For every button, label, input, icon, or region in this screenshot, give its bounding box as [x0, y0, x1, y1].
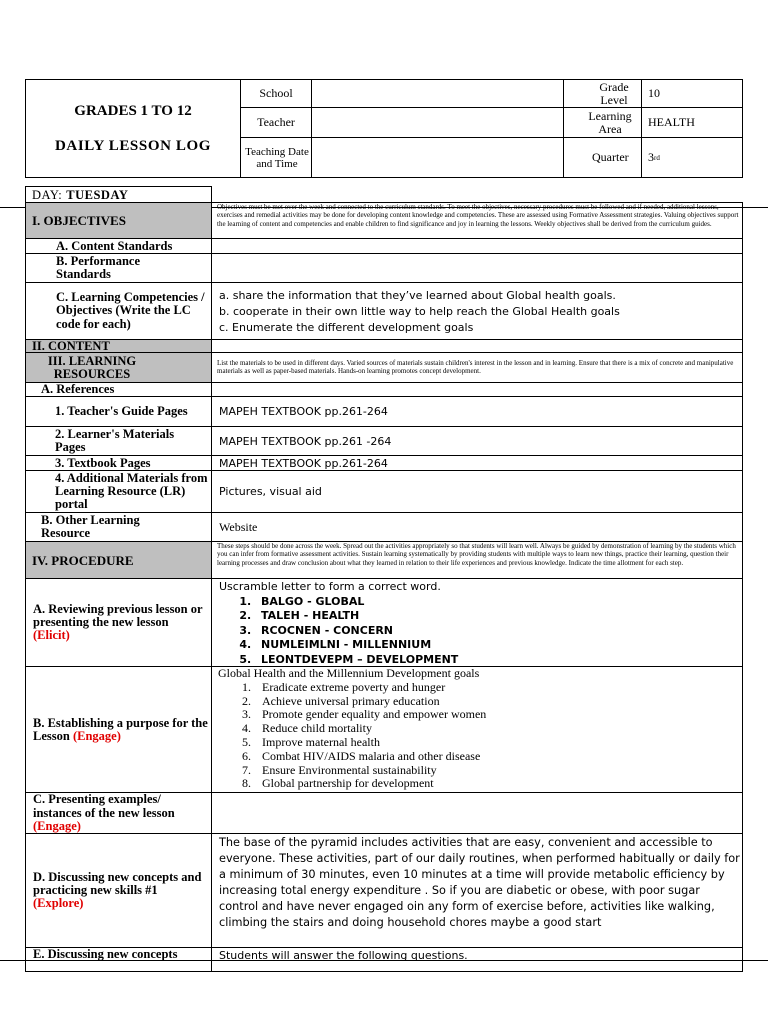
performance-standards-label: B. Performance Standards	[56, 254, 140, 281]
procedure-a-intro: Uscramble letter to form a correct word.	[219, 580, 441, 593]
list-item: 1. BALGO - GLOBAL	[255, 595, 739, 610]
competency-a: a. share the information that they’ve learned about Global health goals.	[219, 289, 616, 302]
learners-materials-value: MAPEH TEXTBOOK pp.261 -264	[219, 434, 392, 448]
date-field[interactable]	[312, 138, 563, 177]
procedure-b-tag: (Engage)	[72, 728, 121, 743]
page-title	[26, 80, 240, 177]
procedure-b-list	[218, 681, 738, 791]
procedure-a-list	[219, 595, 739, 668]
list-item: 3. RCOCNEN - CONCERN	[255, 624, 739, 639]
list-item: 8. Global partnership for development	[254, 777, 738, 791]
competencies-list	[219, 288, 739, 336]
title-line2: DAILY LESSON LOG	[54, 137, 212, 154]
list-item: 6. Combat HIV/AIDS malaria and other disease	[254, 750, 738, 764]
school-label: School	[259, 86, 293, 100]
list-item: 1. Eradicate extreme poverty and hunger	[254, 681, 738, 695]
procedure-e-text: Students will answer the following questions.	[219, 949, 468, 962]
list-item: 4. Reduce child mortality	[254, 722, 738, 736]
area-label: Learning Area	[588, 108, 632, 136]
procedure-d-text: The base of the pyramid includes activities that are easy, convenient and accessible to everyone. These activities, part of our daily routines, when performed habitually or daily for a minimum of 30 minutes, even 10 minutes at a time will provide metabolic efficiency by increasing total energy expenditure . So if you are diabetic or obese, with poor sugar control and have never engaged oin any form of exercise before, activities like walking, climbing the stairs and doing household chores maybe a good start	[219, 836, 740, 929]
procedure-c-tag: (Engage)	[33, 819, 81, 833]
procedure-e-label: E. Discussing new concepts	[33, 948, 178, 961]
procedure-d-tag: (Explore)	[33, 896, 84, 910]
objectives-heading: I. OBJECTIVES	[26, 203, 211, 238]
teacher-label: Teacher	[257, 115, 295, 129]
grade-label: Grade Level	[599, 79, 629, 107]
list-item: 2. TALEH - HEALTH	[255, 609, 739, 624]
content-heading: II. CONTENT	[26, 340, 211, 352]
list-item: 7. Ensure Environmental sustainability	[254, 764, 738, 778]
quarter-value: 3 rd	[648, 150, 660, 164]
procedure-d-label: D. Discussing new concepts and practicing new skills #1 (Explore)	[33, 870, 202, 910]
list-item: 5. Improve maternal health	[254, 736, 738, 750]
other-resource-value: Website	[219, 519, 258, 534]
content-standards-label: A. Content Standards	[56, 238, 173, 253]
procedure-b-intro: Global Health and the Millennium Development goals	[218, 666, 480, 680]
additional-materials-label: 4. Additional Materials from Learning Resource (LR) portal	[55, 471, 208, 511]
teachers-guide-value: MAPEH TEXTBOOK pp.261-264	[219, 405, 388, 418]
day-label: DAY: TUESDAY	[32, 187, 129, 202]
learners-materials-label: 2. Learner's Materials Pages	[55, 427, 175, 454]
competency-b: b. cooperate in their own little way to help reach the Global Health goals	[219, 305, 620, 318]
list-item: 2. Achieve universal primary education	[254, 695, 738, 709]
day-value: TUESDAY	[66, 187, 129, 202]
procedure-a-content	[219, 580, 739, 667]
resources-heading: III. LEARNING RESOURCES	[26, 353, 211, 382]
procedure-c-label: C. Presenting examples/ instances of the new lesson (Engage)	[33, 792, 175, 833]
additional-materials-value: Pictures, visual aid	[219, 485, 322, 498]
procedure-a-tag: (Elicit)	[33, 628, 70, 642]
teachers-guide-label: 1. Teacher's Guide Pages	[55, 404, 188, 418]
quarter-label: Quarter	[592, 150, 629, 164]
date-label: Teaching Date and Time	[245, 145, 309, 170]
textbook-label: 3. Textbook Pages	[55, 455, 151, 470]
objectives-note: Objectives must be met over the week and connected to the curriculum standards. To meet the objectives, necessary procedures must be followed and if needed, additional lessons, exercises and remedial activities may be done for developing content knowledge and competencies. These are assessed using Formative Assessment strategies. Valuing objectives support the learning of content and competencies and enable children to find significance and joy in learning the lessons. Weekly objectives shall be derived from the curriculum guides.	[217, 203, 739, 228]
resources-note: List the materials to be used in different days. Varied sources of materials sustain children's interest in the lesson and in learning. Ensure that there is a mix of concrete and manipulative materials as well as paper-based materials. Hands-on learning promotes concept development.	[217, 359, 734, 376]
list-item: 4. NUMLEIMLNI - MILLENNIUM	[255, 638, 739, 653]
procedure-b-content	[218, 667, 738, 791]
teacher-field[interactable]	[312, 108, 563, 137]
procedure-b-label: B. Establishing a purpose for the Lesson (Engage)	[33, 715, 208, 743]
grade-value: 10	[648, 86, 660, 100]
procedure-note: These steps should be done across the week. Spread out the activities appropriately so that students will learn well. Always be guided by demonstration of learning by the students which you can infer from formative assessment activities. Sustain learning systematically by providing students with multiple ways to learn new things, practice their learning, question their learning processes and draw conclusion about what they learned in relation to their life experiences and previous knowledge. Indicate the time allotment for each step.	[217, 542, 736, 567]
procedure-heading: IV. PROCEDURE	[26, 542, 211, 578]
title-line1: GRADES 1 TO 12	[74, 102, 192, 119]
references-label: A. References	[41, 382, 115, 396]
competencies-label: C. Learning Competencies / Objectives (Write the LC code for each)	[56, 289, 205, 331]
procedure-a-label: A. Reviewing previous lesson or presenting the new lesson (Elicit)	[33, 602, 203, 642]
other-resource-label: B. Other Learning Resource	[41, 513, 140, 540]
competency-c: c. Enumerate the different development goals	[219, 321, 474, 334]
area-value: HEALTH	[648, 115, 695, 129]
list-item: 3. Promote gender equality and empower women	[254, 708, 738, 722]
school-field[interactable]	[312, 80, 563, 107]
list-item: 5. LEONTDEVEPM – DEVELOPMENT	[255, 653, 739, 668]
textbook-value: MAPEH TEXTBOOK pp.261-264	[219, 456, 388, 470]
